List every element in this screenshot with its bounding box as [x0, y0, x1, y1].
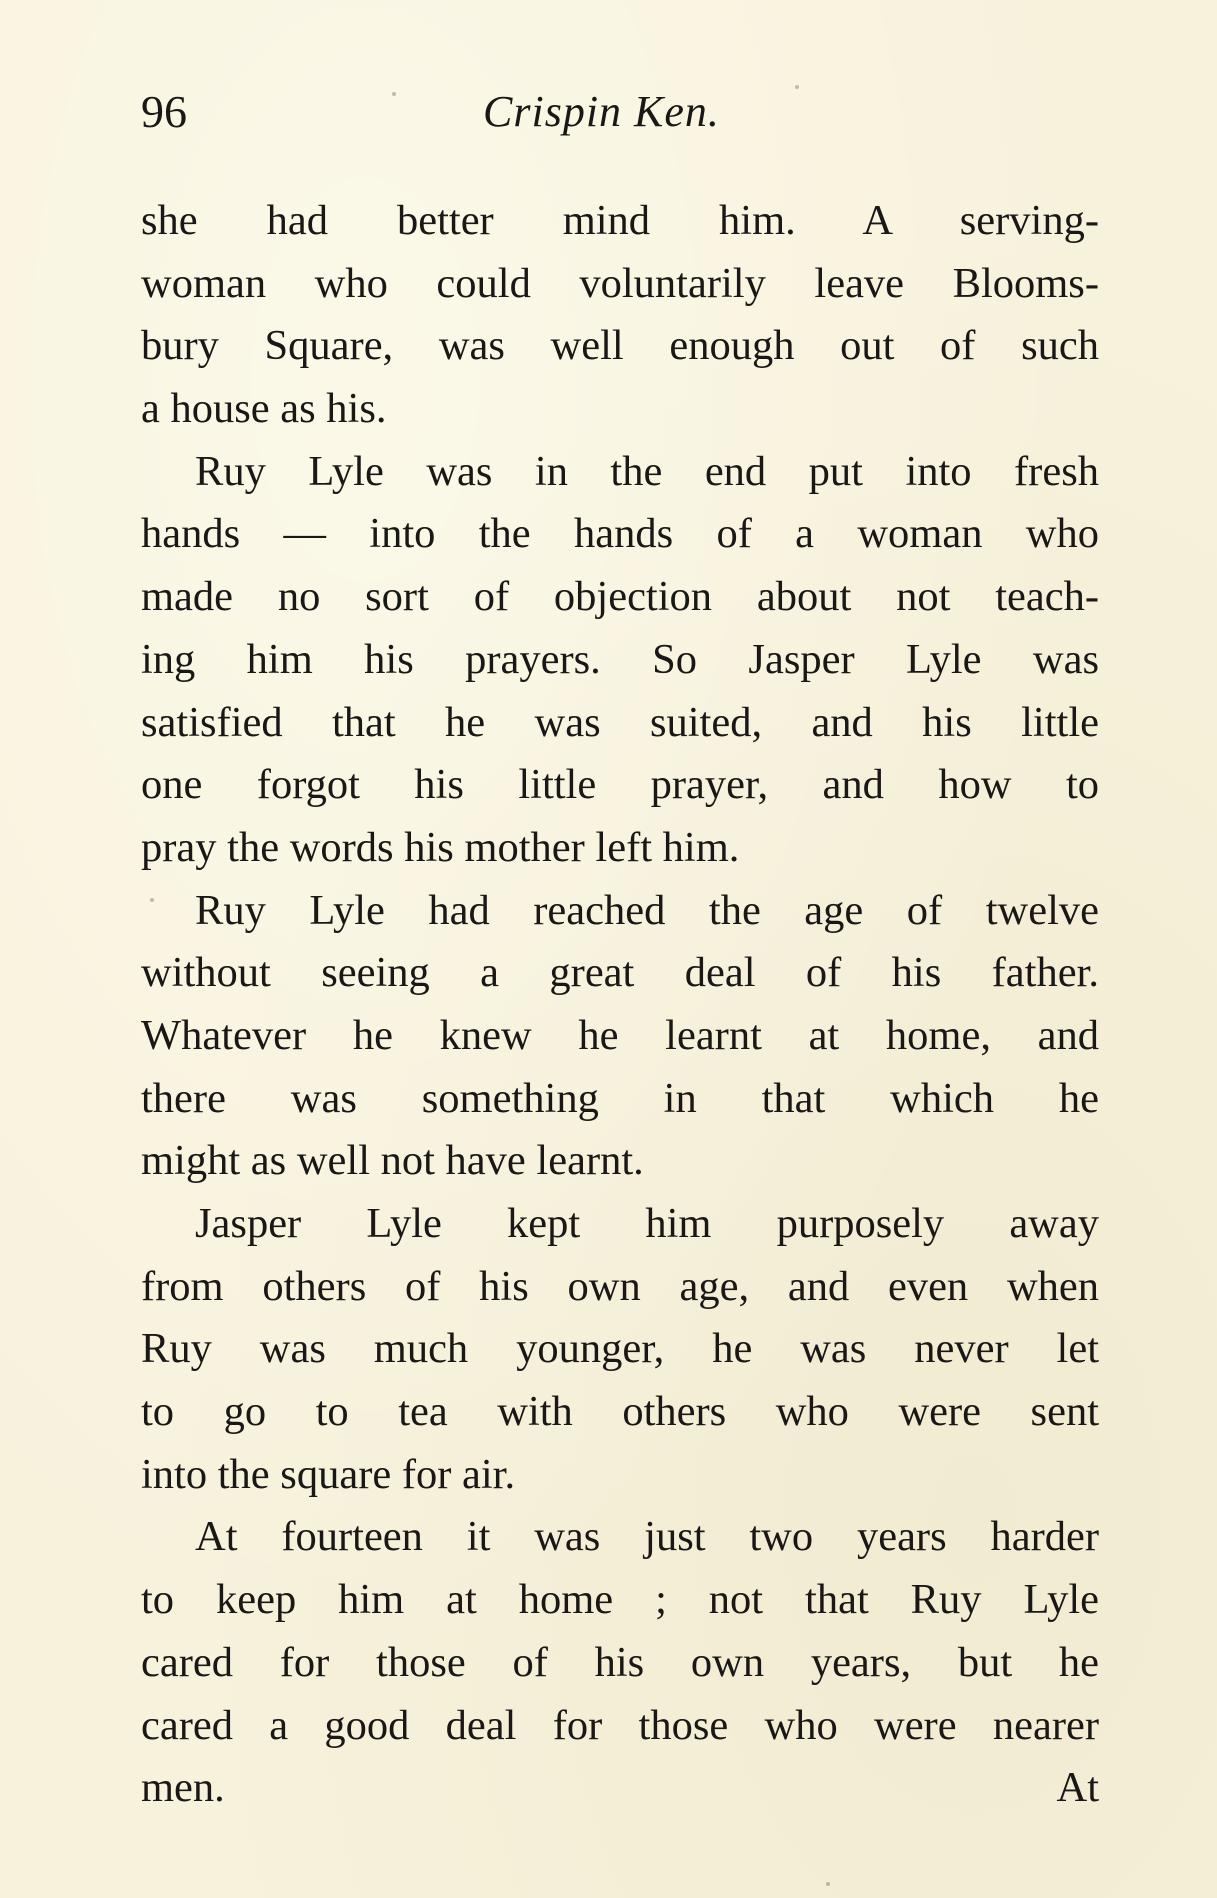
text-line: from others of his own age, and even when [141, 1262, 1099, 1310]
text-line: ing him his prayers. So Jasper Lyle was [141, 635, 1099, 683]
text-line: pray the words his mother left him. [141, 823, 740, 871]
text-line: Whatever he knew he learnt at home, and [141, 1011, 1099, 1059]
paragraph [141, 190, 1099, 441]
text-line: cared for those of his own years, but he [141, 1638, 1099, 1686]
text-line: to go to tea with others who were sent [141, 1388, 1099, 1436]
final-line [141, 1757, 1099, 1820]
text-line: Jasper Lyle kept him purposely away [195, 1200, 1099, 1247]
text-line: Ruy was much younger, he was never let [141, 1325, 1099, 1373]
text-line: one forgot his little prayer, and how to [141, 761, 1099, 809]
text-line: without seeing a great deal of his father. [141, 949, 1099, 997]
text-line: bury Square, was well enough out of such [141, 322, 1099, 370]
text-line: woman who could voluntarily leave Blooms- [141, 259, 1099, 307]
paragraph [141, 441, 1099, 880]
text-line: made no sort of objection about not teach- [141, 573, 1099, 621]
text-line: satisfied that he was suited, and his little [141, 698, 1099, 746]
paragraph [141, 880, 1099, 1193]
text-line: might as well not have learnt. [141, 1137, 644, 1185]
page-number: 96 [141, 86, 187, 137]
text-line: Ruy Lyle was in the end put into fresh [195, 447, 1099, 495]
text-line: a house as his. [141, 385, 387, 433]
paper-speck [392, 92, 396, 96]
text-line: men. [141, 1764, 225, 1812]
body-text [141, 190, 1099, 1820]
page-header [141, 82, 1101, 142]
paper-speck [795, 85, 799, 89]
text-line: to keep him at home ; not that Ruy Lyle [141, 1576, 1099, 1624]
text-line: hands — into the hands of a woman who [141, 510, 1099, 558]
text-line: Ruy Lyle had reached the age of twelve [195, 886, 1099, 934]
paper-speck [150, 898, 154, 902]
text-line: into the square for air. [141, 1450, 516, 1498]
text-line: cared a good deal for those who were nearer [141, 1701, 1099, 1749]
catchword: At [1056, 1764, 1099, 1812]
text-line: there was something in that which he [141, 1074, 1099, 1122]
text-line: she had better mind him. A serving- [141, 197, 1099, 244]
paragraph [141, 1193, 1099, 1506]
text-line: At fourteen it was just two years harder [195, 1513, 1099, 1561]
running-title: Crispin Ken. [483, 87, 720, 136]
paragraph [141, 1506, 1099, 1819]
paper-speck [826, 1882, 830, 1886]
